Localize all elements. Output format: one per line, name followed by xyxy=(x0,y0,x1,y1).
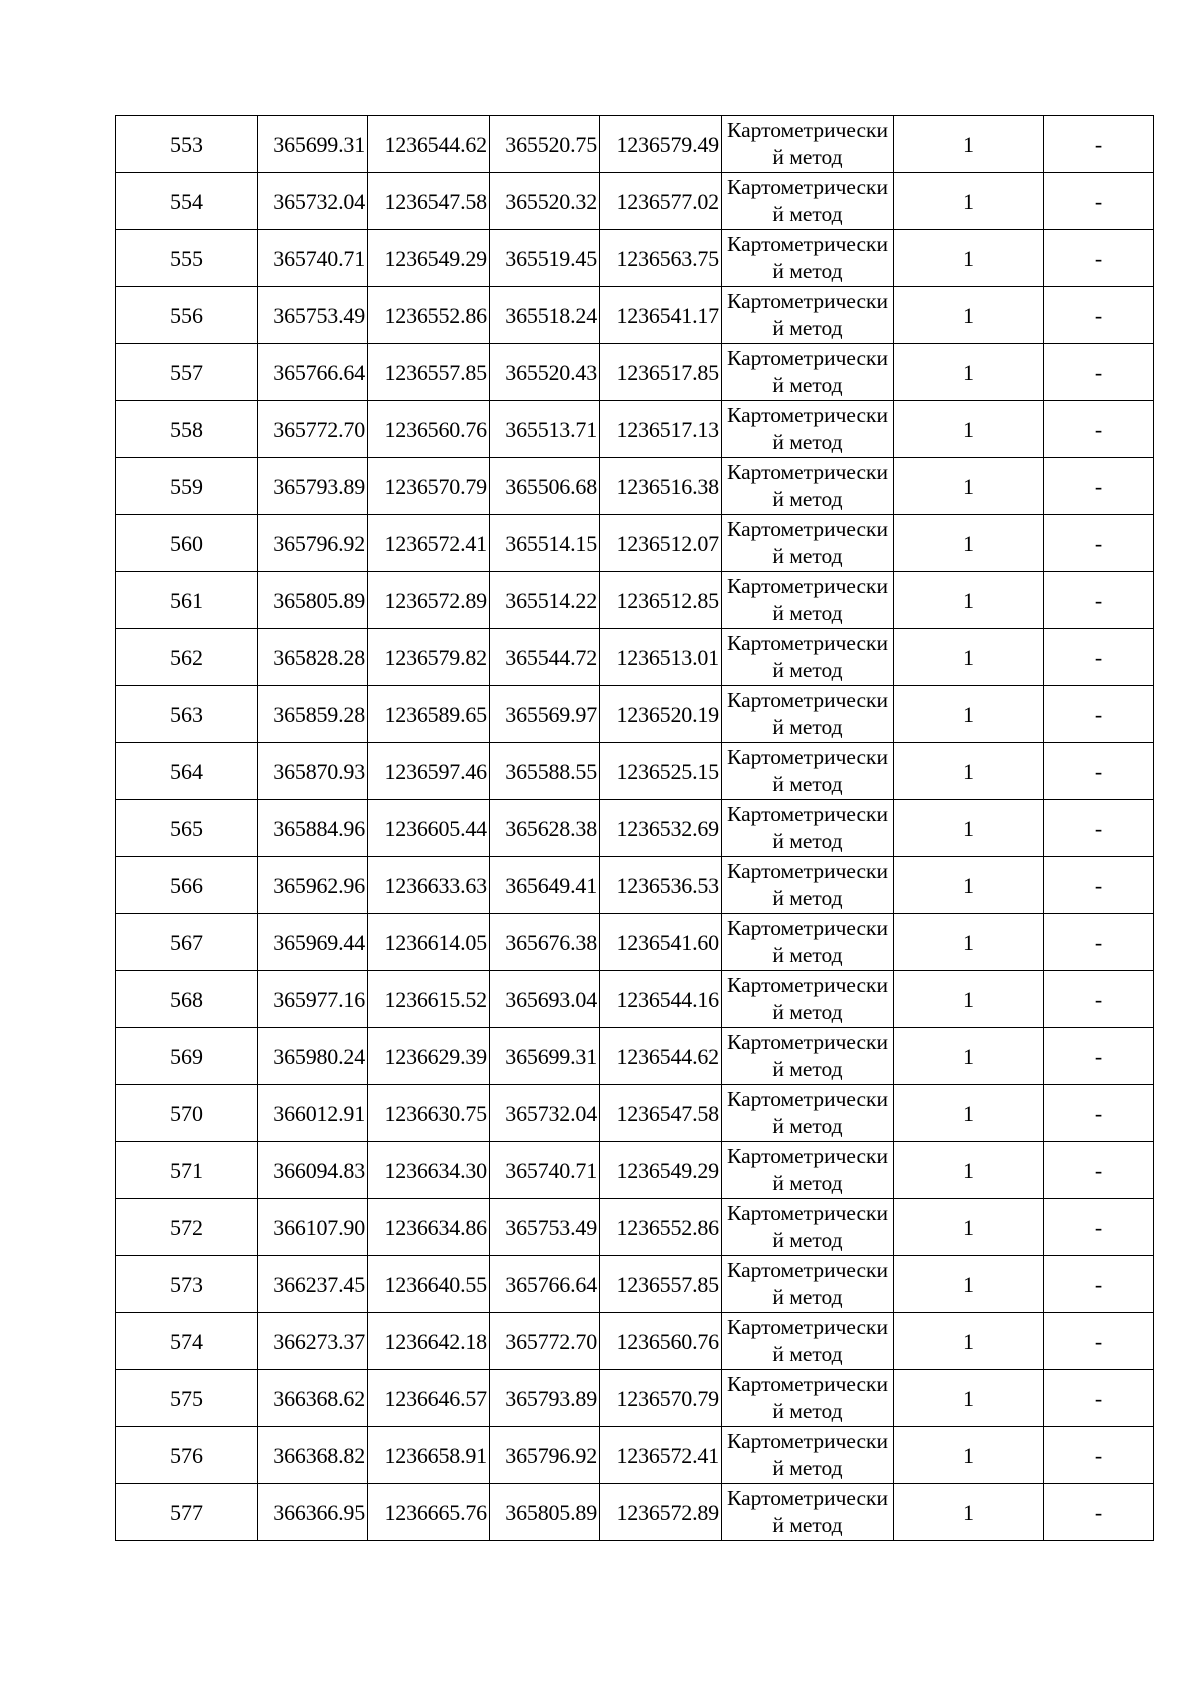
table-row xyxy=(116,1427,1154,1484)
y-coordinate-cell: 1236642.18 xyxy=(368,1313,490,1370)
table-row xyxy=(116,344,1154,401)
x-coordinate-cell: 366368.62 xyxy=(258,1370,368,1427)
x-coordinate-cell: 365766.64 xyxy=(258,344,368,401)
y2-coordinate-cell: 1236557.85 xyxy=(600,1256,722,1313)
x-coordinate-cell: 366368.82 xyxy=(258,1427,368,1484)
accuracy-cell: 1 xyxy=(894,971,1044,1028)
x-coordinate-cell: 366366.95 xyxy=(258,1484,368,1541)
y2-coordinate-cell: 1236579.49 xyxy=(600,116,722,173)
point-number-cell: 570 xyxy=(116,1085,258,1142)
table-row xyxy=(116,116,1154,173)
x-coordinate-cell: 366273.37 xyxy=(258,1313,368,1370)
accuracy-cell: 1 xyxy=(894,1199,1044,1256)
y-coordinate-cell: 1236572.41 xyxy=(368,515,490,572)
x2-coordinate-cell: 365740.71 xyxy=(490,1142,600,1199)
note-cell: - xyxy=(1044,1256,1154,1313)
point-number-cell: 564 xyxy=(116,743,258,800)
x2-coordinate-cell: 365506.68 xyxy=(490,458,600,515)
point-number-cell: 569 xyxy=(116,1028,258,1085)
y-coordinate-cell: 1236552.86 xyxy=(368,287,490,344)
x2-coordinate-cell: 365772.70 xyxy=(490,1313,600,1370)
method-cell: Картометрический метод xyxy=(722,458,894,515)
x2-coordinate-cell: 365796.92 xyxy=(490,1427,600,1484)
method-cell: Картометрический метод xyxy=(722,1142,894,1199)
point-number-cell: 574 xyxy=(116,1313,258,1370)
y2-coordinate-cell: 1236512.07 xyxy=(600,515,722,572)
x-coordinate-cell: 365870.93 xyxy=(258,743,368,800)
note-cell: - xyxy=(1044,1427,1154,1484)
y2-coordinate-cell: 1236541.60 xyxy=(600,914,722,971)
method-cell: Картометрический метод xyxy=(722,515,894,572)
accuracy-cell: 1 xyxy=(894,1313,1044,1370)
y-coordinate-cell: 1236614.05 xyxy=(368,914,490,971)
x2-coordinate-cell: 365793.89 xyxy=(490,1370,600,1427)
point-number-cell: 565 xyxy=(116,800,258,857)
x2-coordinate-cell: 365514.22 xyxy=(490,572,600,629)
accuracy-cell: 1 xyxy=(894,1427,1044,1484)
point-number-cell: 573 xyxy=(116,1256,258,1313)
note-cell: - xyxy=(1044,629,1154,686)
y-coordinate-cell: 1236658.91 xyxy=(368,1427,490,1484)
y2-coordinate-cell: 1236547.58 xyxy=(600,1085,722,1142)
table-row xyxy=(116,1313,1154,1370)
table-row xyxy=(116,1199,1154,1256)
table-row xyxy=(116,857,1154,914)
note-cell: - xyxy=(1044,401,1154,458)
x2-coordinate-cell: 365520.75 xyxy=(490,116,600,173)
x2-coordinate-cell: 365699.31 xyxy=(490,1028,600,1085)
method-cell: Картометрический метод xyxy=(722,173,894,230)
point-number-cell: 562 xyxy=(116,629,258,686)
note-cell: - xyxy=(1044,914,1154,971)
x-coordinate-cell: 365962.96 xyxy=(258,857,368,914)
x2-coordinate-cell: 365766.64 xyxy=(490,1256,600,1313)
accuracy-cell: 1 xyxy=(894,515,1044,572)
table-row xyxy=(116,401,1154,458)
x-coordinate-cell: 365772.70 xyxy=(258,401,368,458)
point-number-cell: 572 xyxy=(116,1199,258,1256)
accuracy-cell: 1 xyxy=(894,686,1044,743)
table-row xyxy=(116,1484,1154,1541)
method-cell: Картометрический метод xyxy=(722,800,894,857)
point-number-cell: 559 xyxy=(116,458,258,515)
note-cell: - xyxy=(1044,230,1154,287)
method-cell: Картометрический метод xyxy=(722,287,894,344)
accuracy-cell: 1 xyxy=(894,116,1044,173)
y-coordinate-cell: 1236572.89 xyxy=(368,572,490,629)
y2-coordinate-cell: 1236572.89 xyxy=(600,1484,722,1541)
y2-coordinate-cell: 1236536.53 xyxy=(600,857,722,914)
x-coordinate-cell: 365884.96 xyxy=(258,800,368,857)
x2-coordinate-cell: 365588.55 xyxy=(490,743,600,800)
note-cell: - xyxy=(1044,1028,1154,1085)
x2-coordinate-cell: 365518.24 xyxy=(490,287,600,344)
method-cell: Картометрический метод xyxy=(722,401,894,458)
accuracy-cell: 1 xyxy=(894,1484,1044,1541)
x2-coordinate-cell: 365520.43 xyxy=(490,344,600,401)
method-cell: Картометрический метод xyxy=(722,230,894,287)
note-cell: - xyxy=(1044,1199,1154,1256)
y2-coordinate-cell: 1236512.85 xyxy=(600,572,722,629)
x-coordinate-cell: 365793.89 xyxy=(258,458,368,515)
point-number-cell: 553 xyxy=(116,116,258,173)
note-cell: - xyxy=(1044,515,1154,572)
x-coordinate-cell: 366094.83 xyxy=(258,1142,368,1199)
x-coordinate-cell: 366237.45 xyxy=(258,1256,368,1313)
y-coordinate-cell: 1236640.55 xyxy=(368,1256,490,1313)
note-cell: - xyxy=(1044,857,1154,914)
accuracy-cell: 1 xyxy=(894,458,1044,515)
accuracy-cell: 1 xyxy=(894,1370,1044,1427)
y2-coordinate-cell: 1236577.02 xyxy=(600,173,722,230)
y2-coordinate-cell: 1236563.75 xyxy=(600,230,722,287)
table-row xyxy=(116,971,1154,1028)
coordinates-table xyxy=(115,115,1154,1541)
point-number-cell: 568 xyxy=(116,971,258,1028)
table-row xyxy=(116,914,1154,971)
y-coordinate-cell: 1236634.30 xyxy=(368,1142,490,1199)
point-number-cell: 576 xyxy=(116,1427,258,1484)
note-cell: - xyxy=(1044,1085,1154,1142)
y-coordinate-cell: 1236570.79 xyxy=(368,458,490,515)
method-cell: Картометрический метод xyxy=(722,1028,894,1085)
y-coordinate-cell: 1236634.86 xyxy=(368,1199,490,1256)
y-coordinate-cell: 1236605.44 xyxy=(368,800,490,857)
y2-coordinate-cell: 1236516.38 xyxy=(600,458,722,515)
table-row xyxy=(116,515,1154,572)
y-coordinate-cell: 1236589.65 xyxy=(368,686,490,743)
note-cell: - xyxy=(1044,800,1154,857)
point-number-cell: 555 xyxy=(116,230,258,287)
x2-coordinate-cell: 365676.38 xyxy=(490,914,600,971)
accuracy-cell: 1 xyxy=(894,401,1044,458)
note-cell: - xyxy=(1044,1142,1154,1199)
y-coordinate-cell: 1236579.82 xyxy=(368,629,490,686)
x2-coordinate-cell: 365693.04 xyxy=(490,971,600,1028)
x-coordinate-cell: 365828.28 xyxy=(258,629,368,686)
y-coordinate-cell: 1236560.76 xyxy=(368,401,490,458)
y2-coordinate-cell: 1236544.62 xyxy=(600,1028,722,1085)
y-coordinate-cell: 1236633.63 xyxy=(368,857,490,914)
table-row xyxy=(116,1028,1154,1085)
accuracy-cell: 1 xyxy=(894,230,1044,287)
x2-coordinate-cell: 365514.15 xyxy=(490,515,600,572)
note-cell: - xyxy=(1044,116,1154,173)
x2-coordinate-cell: 365569.97 xyxy=(490,686,600,743)
method-cell: Картометрический метод xyxy=(722,971,894,1028)
y-coordinate-cell: 1236557.85 xyxy=(368,344,490,401)
y2-coordinate-cell: 1236541.17 xyxy=(600,287,722,344)
y-coordinate-cell: 1236547.58 xyxy=(368,173,490,230)
x2-coordinate-cell: 365732.04 xyxy=(490,1085,600,1142)
point-number-cell: 557 xyxy=(116,344,258,401)
accuracy-cell: 1 xyxy=(894,572,1044,629)
x2-coordinate-cell: 365519.45 xyxy=(490,230,600,287)
point-number-cell: 575 xyxy=(116,1370,258,1427)
point-number-cell: 554 xyxy=(116,173,258,230)
y2-coordinate-cell: 1236513.01 xyxy=(600,629,722,686)
y2-coordinate-cell: 1236532.69 xyxy=(600,800,722,857)
x-coordinate-cell: 365732.04 xyxy=(258,173,368,230)
table-row xyxy=(116,230,1154,287)
x-coordinate-cell: 366012.91 xyxy=(258,1085,368,1142)
method-cell: Картометрический метод xyxy=(722,857,894,914)
x2-coordinate-cell: 365628.38 xyxy=(490,800,600,857)
x-coordinate-cell: 365980.24 xyxy=(258,1028,368,1085)
accuracy-cell: 1 xyxy=(894,287,1044,344)
x-coordinate-cell: 365805.89 xyxy=(258,572,368,629)
method-cell: Картометрический метод xyxy=(722,629,894,686)
table-row xyxy=(116,1370,1154,1427)
x-coordinate-cell: 365977.16 xyxy=(258,971,368,1028)
point-number-cell: 566 xyxy=(116,857,258,914)
x-coordinate-cell: 365969.44 xyxy=(258,914,368,971)
table-body xyxy=(116,116,1154,1541)
accuracy-cell: 1 xyxy=(894,914,1044,971)
table-row xyxy=(116,458,1154,515)
y2-coordinate-cell: 1236572.41 xyxy=(600,1427,722,1484)
note-cell: - xyxy=(1044,971,1154,1028)
table-row xyxy=(116,686,1154,743)
accuracy-cell: 1 xyxy=(894,1028,1044,1085)
note-cell: - xyxy=(1044,1484,1154,1541)
y-coordinate-cell: 1236629.39 xyxy=(368,1028,490,1085)
x-coordinate-cell: 365740.71 xyxy=(258,230,368,287)
note-cell: - xyxy=(1044,572,1154,629)
point-number-cell: 556 xyxy=(116,287,258,344)
y2-coordinate-cell: 1236570.79 xyxy=(600,1370,722,1427)
y-coordinate-cell: 1236646.57 xyxy=(368,1370,490,1427)
y2-coordinate-cell: 1236544.16 xyxy=(600,971,722,1028)
accuracy-cell: 1 xyxy=(894,629,1044,686)
table-row xyxy=(116,743,1154,800)
x2-coordinate-cell: 365513.71 xyxy=(490,401,600,458)
y-coordinate-cell: 1236597.46 xyxy=(368,743,490,800)
x-coordinate-cell: 365753.49 xyxy=(258,287,368,344)
table-row xyxy=(116,629,1154,686)
table-row xyxy=(116,800,1154,857)
x-coordinate-cell: 365699.31 xyxy=(258,116,368,173)
x-coordinate-cell: 365859.28 xyxy=(258,686,368,743)
point-number-cell: 571 xyxy=(116,1142,258,1199)
method-cell: Картометрический метод xyxy=(722,914,894,971)
point-number-cell: 567 xyxy=(116,914,258,971)
accuracy-cell: 1 xyxy=(894,743,1044,800)
accuracy-cell: 1 xyxy=(894,1256,1044,1313)
note-cell: - xyxy=(1044,287,1154,344)
note-cell: - xyxy=(1044,1370,1154,1427)
method-cell: Картометрический метод xyxy=(722,1427,894,1484)
table-row xyxy=(116,173,1154,230)
method-cell: Картометрический метод xyxy=(722,686,894,743)
method-cell: Картометрический метод xyxy=(722,344,894,401)
y-coordinate-cell: 1236544.62 xyxy=(368,116,490,173)
y2-coordinate-cell: 1236552.86 xyxy=(600,1199,722,1256)
note-cell: - xyxy=(1044,743,1154,800)
y2-coordinate-cell: 1236560.76 xyxy=(600,1313,722,1370)
point-number-cell: 558 xyxy=(116,401,258,458)
accuracy-cell: 1 xyxy=(894,857,1044,914)
x2-coordinate-cell: 365520.32 xyxy=(490,173,600,230)
point-number-cell: 561 xyxy=(116,572,258,629)
accuracy-cell: 1 xyxy=(894,1142,1044,1199)
method-cell: Картометрический метод xyxy=(722,1370,894,1427)
table-row xyxy=(116,1142,1154,1199)
note-cell: - xyxy=(1044,458,1154,515)
note-cell: - xyxy=(1044,686,1154,743)
x2-coordinate-cell: 365649.41 xyxy=(490,857,600,914)
method-cell: Картометрический метод xyxy=(722,1085,894,1142)
y-coordinate-cell: 1236615.52 xyxy=(368,971,490,1028)
x-coordinate-cell: 366107.90 xyxy=(258,1199,368,1256)
x2-coordinate-cell: 365544.72 xyxy=(490,629,600,686)
table-row xyxy=(116,1085,1154,1142)
note-cell: - xyxy=(1044,1313,1154,1370)
accuracy-cell: 1 xyxy=(894,344,1044,401)
y2-coordinate-cell: 1236549.29 xyxy=(600,1142,722,1199)
y-coordinate-cell: 1236630.75 xyxy=(368,1085,490,1142)
point-number-cell: 577 xyxy=(116,1484,258,1541)
method-cell: Картометрический метод xyxy=(722,1256,894,1313)
point-number-cell: 563 xyxy=(116,686,258,743)
table-row xyxy=(116,1256,1154,1313)
method-cell: Картометрический метод xyxy=(722,743,894,800)
y2-coordinate-cell: 1236517.13 xyxy=(600,401,722,458)
method-cell: Картометрический метод xyxy=(722,1484,894,1541)
x-coordinate-cell: 365796.92 xyxy=(258,515,368,572)
accuracy-cell: 1 xyxy=(894,1085,1044,1142)
method-cell: Картометрический метод xyxy=(722,116,894,173)
y-coordinate-cell: 1236665.76 xyxy=(368,1484,490,1541)
accuracy-cell: 1 xyxy=(894,173,1044,230)
note-cell: - xyxy=(1044,344,1154,401)
method-cell: Картометрический метод xyxy=(722,1313,894,1370)
method-cell: Картометрический метод xyxy=(722,572,894,629)
accuracy-cell: 1 xyxy=(894,800,1044,857)
table-row xyxy=(116,287,1154,344)
y2-coordinate-cell: 1236520.19 xyxy=(600,686,722,743)
y2-coordinate-cell: 1236517.85 xyxy=(600,344,722,401)
x2-coordinate-cell: 365753.49 xyxy=(490,1199,600,1256)
y-coordinate-cell: 1236549.29 xyxy=(368,230,490,287)
y2-coordinate-cell: 1236525.15 xyxy=(600,743,722,800)
method-cell: Картометрический метод xyxy=(722,1199,894,1256)
x2-coordinate-cell: 365805.89 xyxy=(490,1484,600,1541)
note-cell: - xyxy=(1044,173,1154,230)
point-number-cell: 560 xyxy=(116,515,258,572)
table-row xyxy=(116,572,1154,629)
